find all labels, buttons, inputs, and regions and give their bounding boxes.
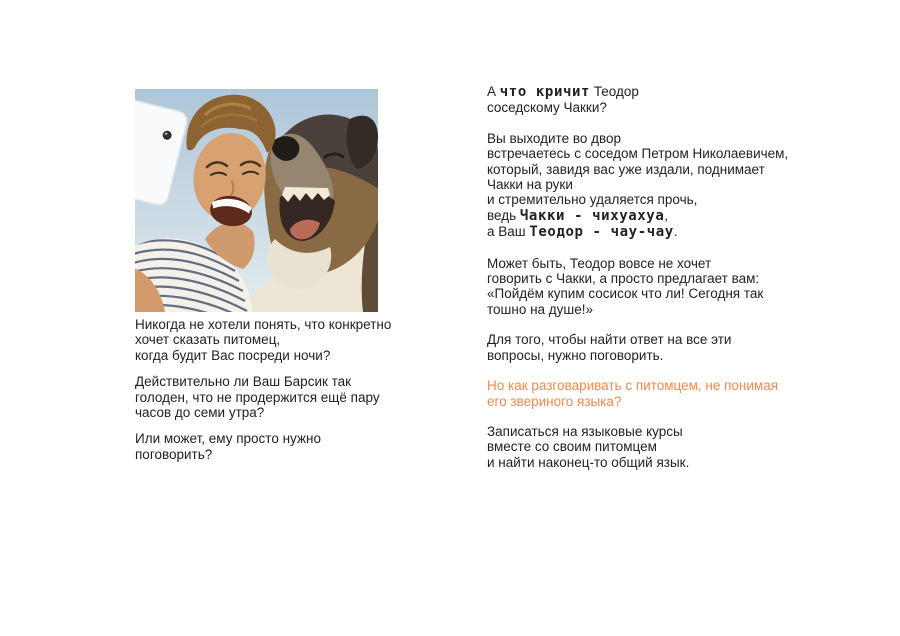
left-column	[135, 317, 395, 473]
text-line	[487, 224, 827, 240]
heading-line: соседскому Чакки?	[487, 100, 607, 116]
text-line: и найти наконец-то общий язык.	[487, 454, 690, 470]
text-line: Записаться на языковые курсы	[487, 423, 683, 439]
heading-line	[487, 84, 827, 100]
text-line: и стремительно удаляется прочь,	[487, 192, 698, 208]
text-line: Действительно ли Ваш Барсик так	[135, 374, 352, 390]
caption-paragraph-talk	[135, 431, 395, 462]
selfie-with-dog-photo	[135, 89, 378, 312]
paragraph-answer	[487, 332, 827, 363]
text-line: говорить с Чакки, а просто предлагает вам:	[487, 271, 760, 287]
caption-paragraph-midnight	[135, 317, 395, 363]
text-line: голоден, что не продержится ещё пару	[135, 389, 380, 405]
text-line: тошно на душе!»	[487, 301, 594, 317]
text-line: «Пойдём купим сосисок что ли! Сегодня так	[487, 286, 764, 302]
text-segment: .	[673, 224, 678, 240]
text-line: часов до семи утра?	[135, 405, 265, 421]
text-line: который, завидя вас уже издали, поднимает	[487, 161, 765, 177]
text-segment: А	[487, 84, 500, 99]
caption-paragraph-barsik	[135, 374, 395, 420]
text-line	[487, 208, 827, 224]
right-column	[487, 84, 827, 485]
paragraph-cta	[487, 424, 827, 470]
text-segment: а Ваш	[487, 224, 530, 240]
text-line: его звериного языка?	[487, 393, 622, 409]
paragraph-question-accent	[487, 378, 827, 409]
text-line: Для того, чтобы найти ответ на все эти	[487, 332, 732, 348]
text-line: Но как разговаривать с питомцем, не понимая	[487, 378, 779, 394]
selfie-with-dog-illustration	[135, 89, 378, 312]
paragraph-neighbor	[487, 131, 827, 241]
text-line: Никогда не хотели понять, что конкретно	[135, 317, 392, 332]
text-line: Может быть, Теодор вовсе не хочет	[487, 255, 712, 271]
text-segment: ведь	[487, 207, 520, 223]
text-line: хочет сказать питомец,	[135, 332, 281, 348]
display-word: Теодор - чау-чау	[529, 224, 674, 241]
text-line: вместе со своим питомцем	[487, 439, 657, 455]
paragraph-maybe	[487, 256, 827, 318]
text-segment: Теодор	[590, 84, 639, 99]
text-line: поговорить?	[135, 446, 213, 462]
heading-paragraph	[487, 84, 827, 116]
display-word: Чакки - чихуахуа	[519, 207, 665, 224]
text-line: когда будит Вас посреди ночи?	[135, 347, 331, 363]
text-line: Или может, ему просто нужно	[135, 431, 321, 447]
text-segment: ,	[664, 207, 669, 223]
text-line: встречаетесь с соседом Петром Николаевичем,	[487, 146, 789, 162]
display-word: что кричит	[499, 84, 591, 100]
text-line: Вы выходите во двор	[487, 130, 622, 146]
text-line: вопросы, нужно поговорить.	[487, 347, 664, 363]
text-line: Чакки на руки	[487, 177, 573, 193]
